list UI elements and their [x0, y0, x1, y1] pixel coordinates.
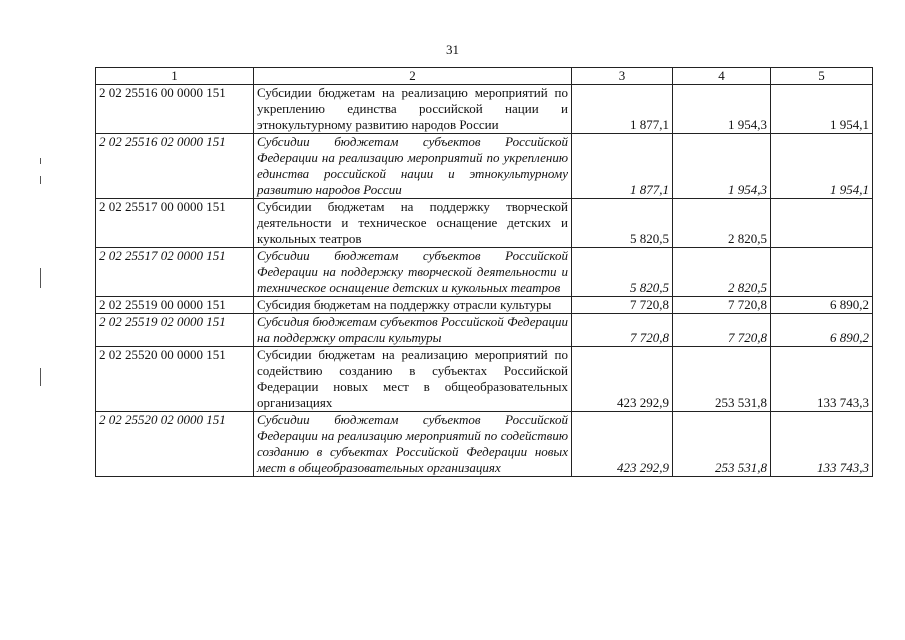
amount-col-4: 253 531,8 [673, 347, 771, 412]
item-description: Субсидии бюджетам субъектов Российской Федерации на реализацию мероприятий по содействию созданию в субъектах Российской Федерации новых мест в общеобразовательных организациях [254, 412, 572, 477]
budget-code: 2 02 25516 00 0000 151 [96, 85, 254, 134]
budget-code: 2 02 25520 00 0000 151 [96, 347, 254, 412]
table-row [96, 134, 873, 199]
amount-col-5: 6 890,2 [771, 314, 873, 347]
amount-col-5 [771, 199, 873, 248]
amount-col-5: 133 743,3 [771, 347, 873, 412]
amount-col-5: 1 954,1 [771, 85, 873, 134]
amount-col-5 [771, 248, 873, 297]
scan-margin-mark [40, 158, 41, 164]
amount-col-5: 133 743,3 [771, 412, 873, 477]
amount-col-3: 423 292,9 [572, 412, 673, 477]
budget-code: 2 02 25520 02 0000 151 [96, 412, 254, 477]
column-header-5: 5 [771, 68, 873, 85]
budget-code: 2 02 25516 02 0000 151 [96, 134, 254, 199]
page-number: 31 [446, 42, 459, 57]
table-row [96, 297, 873, 314]
table-row [96, 347, 873, 412]
item-description: Субсидия бюджетам на поддержку отрасли культуры [254, 297, 572, 314]
scan-margin-mark [40, 176, 41, 184]
amount-col-5: 6 890,2 [771, 297, 873, 314]
amount-col-3: 5 820,5 [572, 199, 673, 248]
scan-margin-mark [40, 268, 41, 288]
table-row [96, 199, 873, 248]
amount-col-4: 253 531,8 [673, 412, 771, 477]
column-header-1: 1 [96, 68, 254, 85]
item-description: Субсидии бюджетам на реализацию мероприятий по укреплению единства российской нации и этнокультурному развитию народов России [254, 85, 572, 134]
amount-col-4: 2 820,5 [673, 248, 771, 297]
column-header-2: 2 [254, 68, 572, 85]
item-description: Субсидия бюджетам субъектов Российской Федерации на поддержку отрасли культуры [254, 314, 572, 347]
amount-col-3: 7 720,8 [572, 314, 673, 347]
column-header-3: 3 [572, 68, 673, 85]
budget-code: 2 02 25517 02 0000 151 [96, 248, 254, 297]
amount-col-4: 2 820,5 [673, 199, 771, 248]
item-description: Субсидии бюджетам субъектов Российской Федерации на поддержку творческой деятельности и техническое оснащение детских и кукольных театров [254, 248, 572, 297]
table-row [96, 314, 873, 347]
header-row [96, 68, 873, 85]
amount-col-4: 7 720,8 [673, 297, 771, 314]
amount-col-3: 1 877,1 [572, 85, 673, 134]
amount-col-3: 1 877,1 [572, 134, 673, 199]
amount-col-3: 5 820,5 [572, 248, 673, 297]
amount-col-3: 7 720,8 [572, 297, 673, 314]
column-header-4: 4 [673, 68, 771, 85]
amount-col-4: 1 954,3 [673, 134, 771, 199]
item-description: Субсидии бюджетам субъектов Российской Федерации на реализацию мероприятий по укреплению единства российской нации и этнокультурному развитию народов России [254, 134, 572, 199]
table-row [96, 412, 873, 477]
scan-margin-mark [40, 368, 41, 386]
table-row [96, 85, 873, 134]
amount-col-4: 7 720,8 [673, 314, 771, 347]
amount-col-4: 1 954,3 [673, 85, 771, 134]
budget-code: 2 02 25519 00 0000 151 [96, 297, 254, 314]
budget-code: 2 02 25517 00 0000 151 [96, 199, 254, 248]
item-description: Субсидии бюджетам на реализацию мероприятий по содействию созданию в субъектах Российской Федерации новых мест в общеобразовательных организациях [254, 347, 572, 412]
budget-table [95, 67, 873, 477]
item-description: Субсидии бюджетам на поддержку творческой деятельности и техническое оснащение детских и кукольных театров [254, 199, 572, 248]
amount-col-5: 1 954,1 [771, 134, 873, 199]
budget-code: 2 02 25519 02 0000 151 [96, 314, 254, 347]
amount-col-3: 423 292,9 [572, 347, 673, 412]
table-row [96, 248, 873, 297]
